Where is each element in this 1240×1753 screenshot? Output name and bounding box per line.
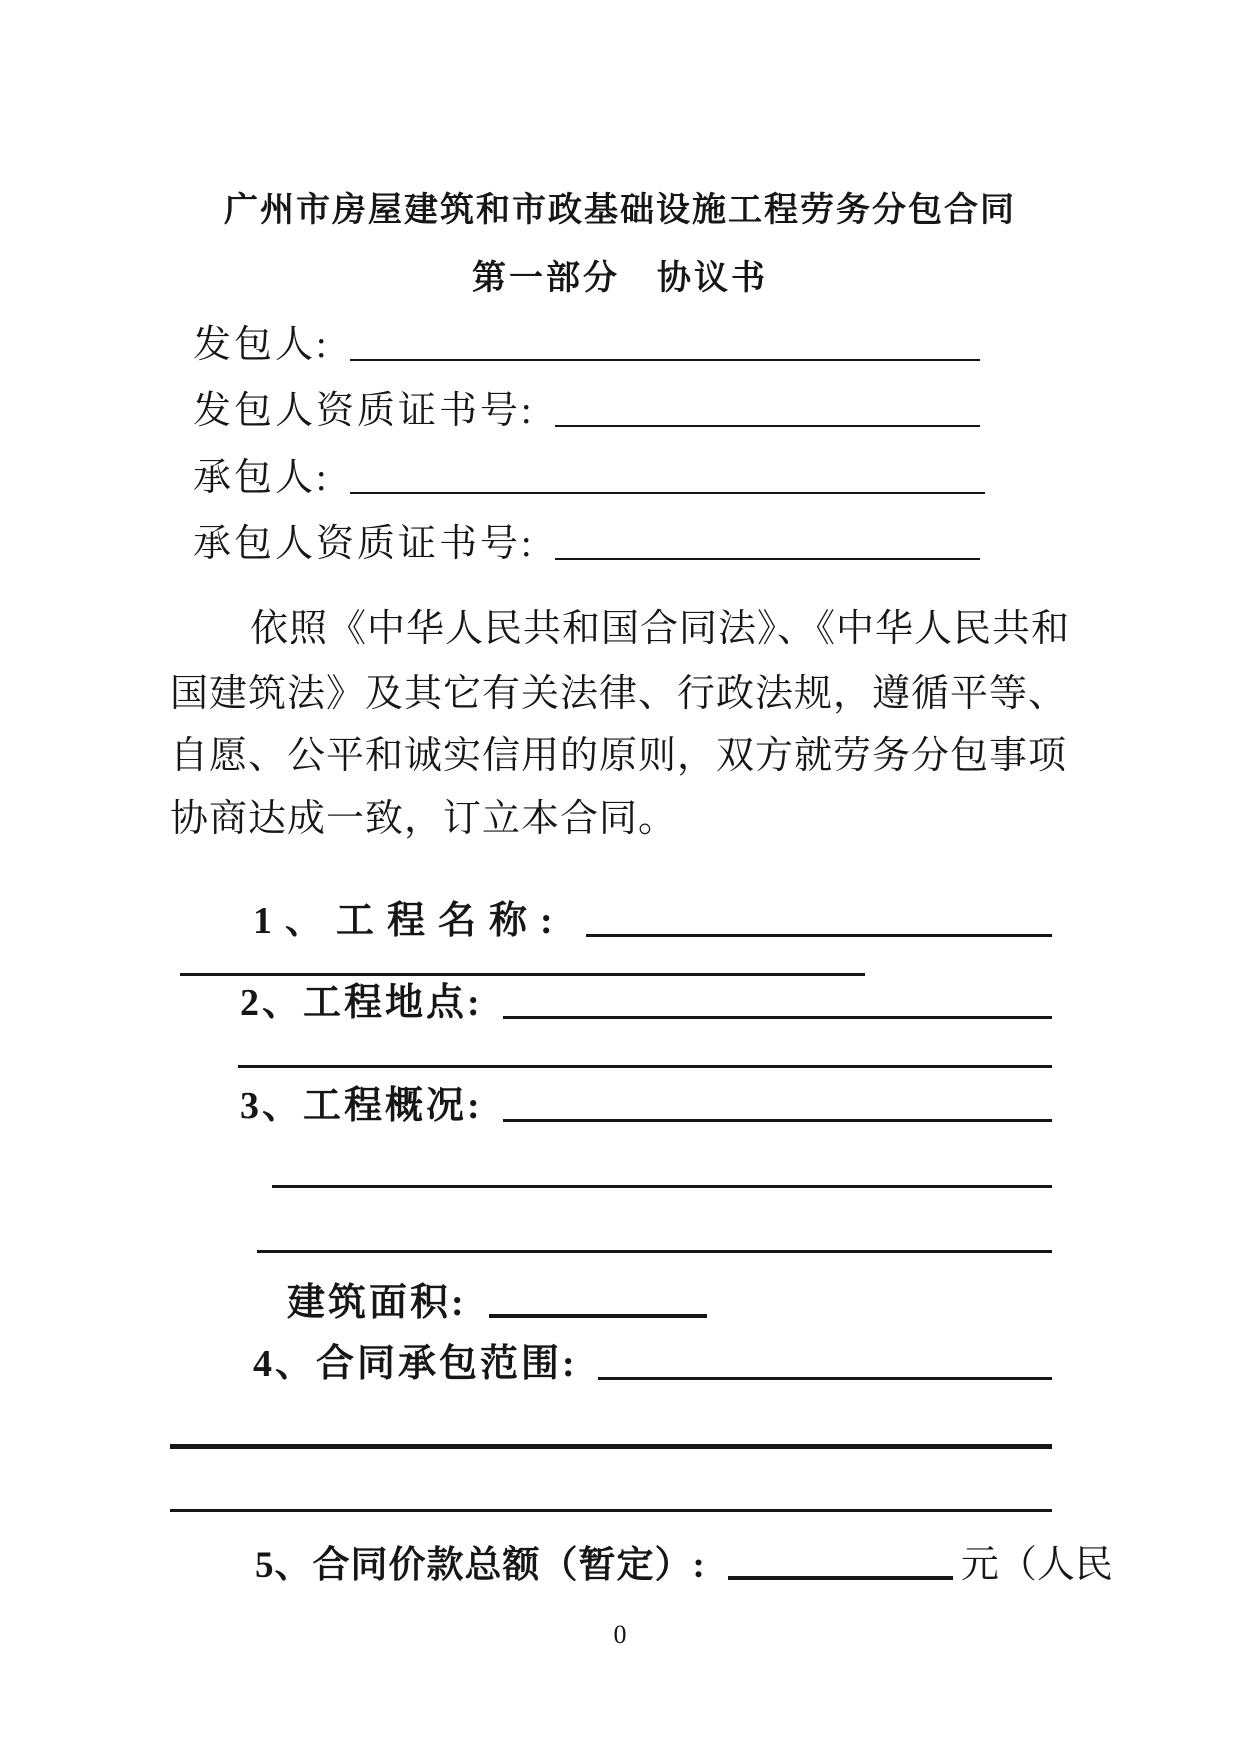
project-name-blank-line — [586, 934, 1052, 937]
project-name-row — [253, 896, 1052, 940]
employer-certificate-row — [193, 388, 980, 430]
contract-price-suffix: 元（人民 — [960, 1544, 1113, 1586]
project-name-label: 1、工程名称: — [253, 900, 566, 942]
project-location-blank-line — [503, 1016, 1052, 1019]
project-overview-continuation-line — [257, 1250, 1052, 1253]
contract-scope-row — [253, 1341, 1052, 1383]
page-number: 0 — [613, 1620, 627, 1649]
contractor-certificate-row — [193, 521, 980, 563]
contract-scope-label: 4、合同承包范围: — [253, 1343, 578, 1385]
contract-scope-continuation-line — [170, 1509, 1052, 1512]
project-location-label: 2、工程地点: — [240, 982, 483, 1024]
project-overview-label: 3、工程概况: — [240, 1085, 483, 1127]
contractor-label: 承包人: — [193, 457, 330, 499]
contractor-blank-line — [350, 492, 985, 494]
project-overview-blank-line — [503, 1119, 1052, 1122]
building-area-row — [287, 1280, 707, 1322]
preamble-line: 依照《中华人民共和国合同法》、《中华人民共和 — [250, 608, 1071, 650]
contract-price-row — [255, 1540, 1113, 1584]
contract-scope-blank-line — [598, 1377, 1052, 1380]
document-title: 广州市房屋建筑和市政基础设施工程劳务分包合同 — [224, 192, 1016, 229]
contractor-certificate-label: 承包人资质证书号: — [193, 523, 535, 565]
contract-scope-continuation-line — [170, 1444, 1052, 1449]
contract-price-label: 5、合同价款总额（暂定）: — [255, 1545, 706, 1586]
employer-certificate-blank-line — [555, 425, 980, 427]
preamble-line: 国建筑法》及其它有关法律、行政法规，遵循平等、 — [170, 673, 1068, 715]
building-area-blank-line — [489, 1314, 707, 1318]
preamble-line: 协商达成一致，订立本合同。 — [170, 798, 678, 840]
employer-blank-line — [350, 359, 980, 361]
employer-label: 发包人: — [193, 324, 330, 366]
project-location-row — [240, 979, 1052, 1022]
contract-price-blank-line — [728, 1576, 953, 1580]
project-location-continuation-line — [238, 1065, 1052, 1068]
preamble-line: 自愿、公平和诚实信用的原则，双方就劳务分包事项 — [170, 735, 1068, 777]
project-overview-row — [240, 1082, 1052, 1125]
contractor-certificate-blank-line — [555, 558, 980, 560]
contractor-row — [193, 455, 985, 497]
project-overview-continuation-line — [272, 1185, 1052, 1188]
employer-row — [193, 322, 980, 364]
section-subtitle: 第一部分 协议书 — [472, 260, 768, 297]
building-area-label: 建筑面积: — [287, 1282, 467, 1324]
project-name-continuation-line — [180, 973, 865, 976]
employer-certificate-label: 发包人资质证书号: — [193, 390, 535, 432]
